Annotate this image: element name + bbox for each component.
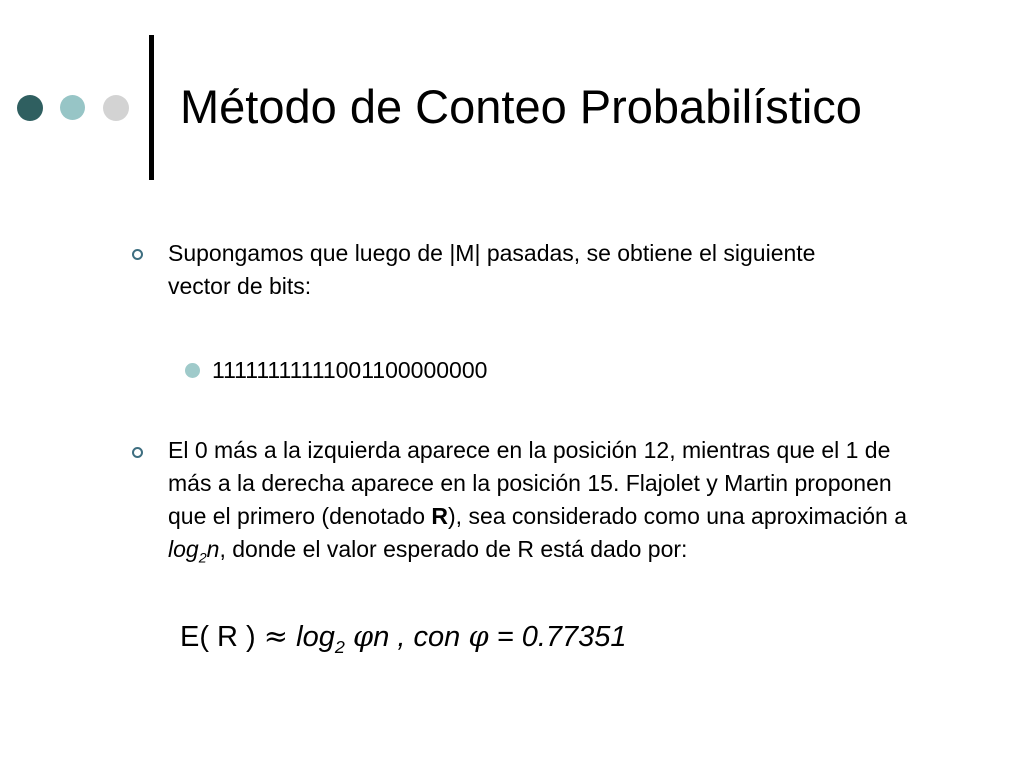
bold-r: R xyxy=(431,503,449,529)
bullet-text-2: El 0 más a la izquierda aparece en la posición 12, mientras que el 1 de más a la derecha aparece en la posición 15. Flajolet y Martin proponen que el primero (denotado R), sea considerado como una aproximación a $\log_2n$, donde el valor esperado de R está dado por: xyxy=(168,437,907,567)
decorative-dot-teal xyxy=(60,95,85,120)
sub-bullet-dot-icon xyxy=(185,363,200,378)
log-term: log xyxy=(168,536,199,562)
bullet-ring-icon xyxy=(132,447,143,458)
expected-value-formula: E( R ) ≈ $\log_2 \varphi n$ , con φ = 0.77351 xyxy=(180,619,627,657)
decorative-dot-dark xyxy=(17,95,43,121)
decorative-dot-gray xyxy=(103,95,129,121)
bit-vector: 11111111111001100000000 xyxy=(212,357,488,383)
slide-title: Método de Conteo Probabilístico xyxy=(180,80,862,133)
bullet-text-1: Supongamos que luego de |M| pasadas, se obtiene el siguiente vector de bits: xyxy=(168,240,816,299)
title-divider xyxy=(149,35,154,180)
bullet-ring-icon xyxy=(132,249,143,260)
